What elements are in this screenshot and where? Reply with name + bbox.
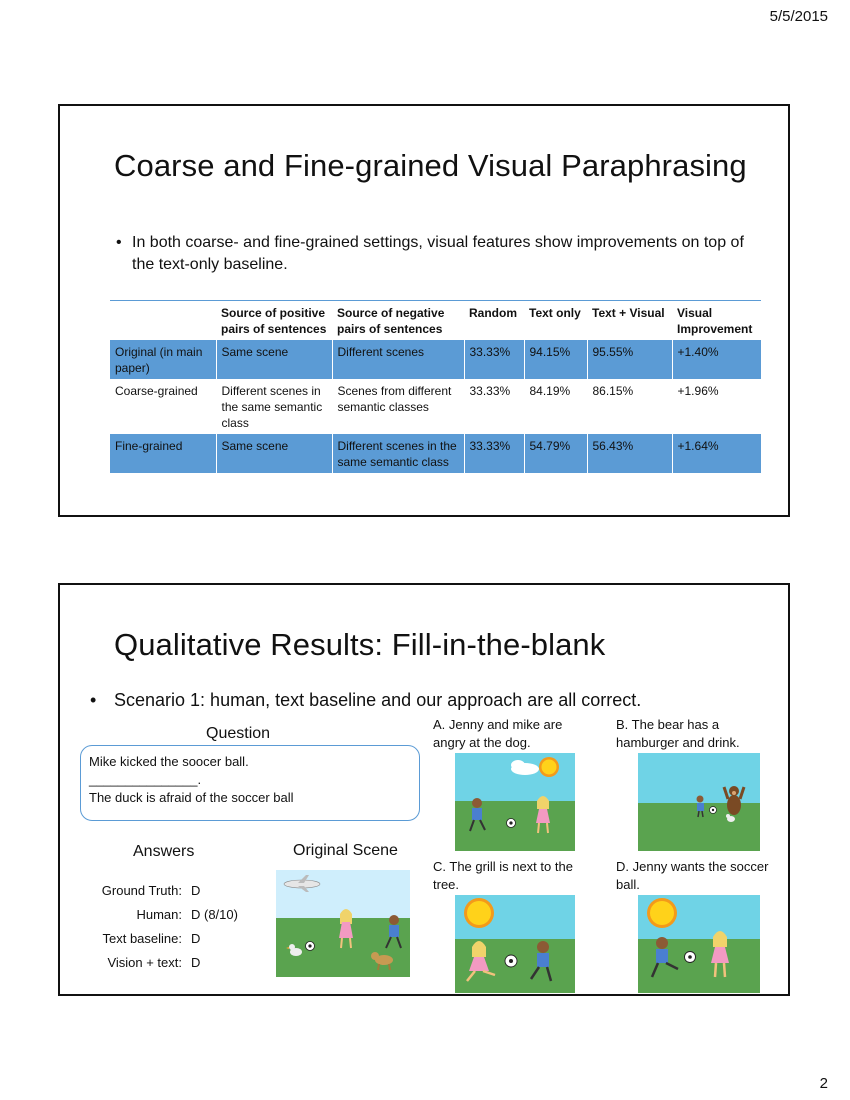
table-cell: 33.33% bbox=[464, 340, 524, 379]
option-b-scene bbox=[638, 753, 760, 851]
question-line: The duck is afraid of the soccer ball bbox=[89, 790, 294, 805]
sun-icon bbox=[647, 898, 677, 928]
answer-row bbox=[80, 883, 280, 898]
table-cell: 54.79% bbox=[524, 434, 587, 473]
answer-key: Human: bbox=[136, 907, 182, 922]
table-cell: Scenes from different semantic classes bbox=[332, 379, 464, 434]
option-c-scene bbox=[455, 895, 575, 993]
soccer-ball-icon bbox=[507, 819, 516, 828]
table-cell: Different scenes bbox=[332, 340, 464, 379]
header-date: 5/5/2015 bbox=[769, 8, 828, 25]
table-cell: 94.15% bbox=[524, 340, 587, 379]
table-cell: +1.64% bbox=[672, 434, 761, 473]
table-header-cell bbox=[110, 301, 216, 341]
slide-qualitative-results bbox=[58, 583, 790, 996]
option-a-text: A. Jenny and mike are angry at the dog. bbox=[433, 717, 563, 750]
table-cell: 56.43% bbox=[587, 434, 672, 473]
soccer-ball-icon bbox=[685, 952, 696, 963]
table-header-cell: Visual Improvement bbox=[677, 306, 753, 336]
answer-key: Ground Truth: bbox=[101, 883, 182, 898]
answer-value: D bbox=[191, 955, 201, 970]
table-cell: Different scenes in the same semantic class bbox=[332, 434, 464, 473]
bullet-point bbox=[90, 689, 754, 711]
bullet-point bbox=[116, 232, 752, 276]
answer-row bbox=[80, 907, 280, 922]
table-cell: Same scene bbox=[216, 340, 332, 379]
question-line: Mike kicked the soocer ball. bbox=[89, 754, 249, 769]
table-cell: 84.19% bbox=[524, 379, 587, 434]
soccer-ball-icon bbox=[306, 942, 315, 951]
table-row bbox=[110, 434, 761, 473]
answers-label: Answers bbox=[133, 843, 195, 860]
answer-key: Text baseline: bbox=[102, 931, 182, 946]
table-cell: +1.96% bbox=[672, 379, 761, 434]
bullet-text: Scenario 1: human, text baseline and our approach are all correct. bbox=[114, 690, 642, 710]
bullet-icon: • bbox=[116, 234, 122, 251]
table-cell: 33.33% bbox=[464, 434, 524, 473]
soccer-ball-icon bbox=[710, 807, 717, 814]
table-cell: Same scene bbox=[216, 434, 332, 473]
table-row bbox=[110, 379, 761, 434]
table-header-cell: Text + Visual bbox=[592, 306, 665, 320]
soccer-ball-icon bbox=[505, 955, 517, 967]
table-cell: +1.40% bbox=[672, 340, 761, 379]
table-cell: 86.15% bbox=[587, 379, 672, 434]
option-d-scene bbox=[638, 895, 760, 993]
question-box bbox=[80, 745, 420, 821]
table-cell: 95.55% bbox=[587, 340, 672, 379]
page-number: 2 bbox=[819, 1075, 828, 1092]
option-c-text: C. The grill is next to the tree. bbox=[433, 859, 573, 892]
original-scene-label: Original Scene bbox=[293, 842, 398, 859]
option-d-text: D. Jenny wants the soccer ball. bbox=[616, 859, 769, 892]
answer-value: D bbox=[191, 931, 201, 946]
table-header-cell: Text only bbox=[529, 306, 581, 320]
slide-title: Coarse and Fine-grained Visual Paraphrasing bbox=[114, 148, 747, 183]
bullet-text: In both coarse- and fine-grained settings, visual features show improvements on top of the text-only baseline. bbox=[132, 234, 744, 273]
question-label: Question bbox=[206, 725, 271, 742]
table-header-cell: Source of negative pairs of sentences bbox=[337, 306, 445, 336]
slide-visual-paraphrasing bbox=[58, 104, 790, 517]
table-row bbox=[110, 340, 761, 379]
table-cell: Coarse-grained bbox=[115, 384, 198, 398]
answer-row bbox=[80, 955, 280, 970]
answer-row bbox=[80, 931, 280, 946]
answer-key: Vision + text: bbox=[107, 955, 182, 970]
answer-value: D bbox=[191, 883, 201, 898]
table-cell: Fine-grained bbox=[110, 434, 216, 473]
table-cell: Original (in main paper) bbox=[110, 340, 216, 379]
table-cell: Different scenes in the same semantic class bbox=[216, 379, 332, 434]
sun-icon bbox=[539, 757, 559, 777]
slide-title: Qualitative Results: Fill-in-the-blank bbox=[114, 627, 606, 662]
question-blank: _______________. bbox=[89, 772, 202, 787]
table-header-row bbox=[110, 301, 761, 341]
bullet-icon: • bbox=[90, 690, 97, 710]
table-header-cell: Random bbox=[469, 306, 517, 320]
option-b-text: B. The bear has a hamburger and drink. bbox=[616, 717, 740, 750]
answer-value: D (8/10) bbox=[191, 907, 238, 922]
sun-icon bbox=[464, 898, 494, 928]
original-scene-image bbox=[276, 870, 410, 977]
results-table bbox=[110, 300, 761, 473]
table-header-cell: Source of positive pairs of sentences bbox=[221, 306, 327, 336]
option-a-scene bbox=[455, 753, 575, 851]
table-cell: 33.33% bbox=[464, 379, 524, 434]
